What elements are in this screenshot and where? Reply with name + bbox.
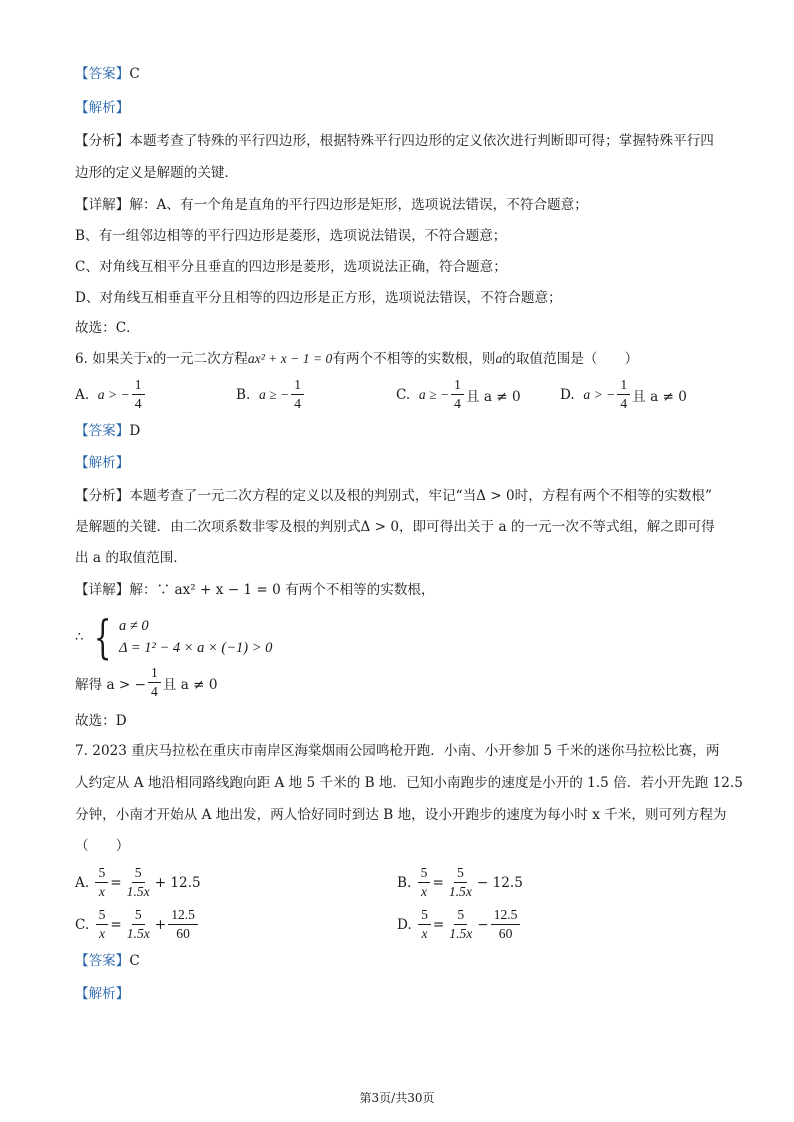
answer-value: C <box>129 66 140 82</box>
q5-analysis-heading <box>75 98 129 118</box>
q6-analysis-heading <box>75 453 129 473</box>
q5-fenxi-line-1: 【分析】本题考查了特殊的平行四边形，根据特殊平行四边形的定义依次进行判断即可得；掌握特殊平行四 <box>75 133 714 149</box>
q7-stem-line-3: 分钟，小南才开始从 A 地出发，两人恰好同时到达 B 地，设小开跑步的速度为每小时 x 千米，则可列方程为 <box>75 807 727 823</box>
q6-detail: 【详解】解：∵ ax² + x − 1 = 0 有两个不相等的实数根， <box>75 582 435 598</box>
q6-option-d[interactable]: D. a > − $\frac{1}{4}$ 且 a ≠ 0 <box>560 377 687 411</box>
answer-tag: 【答案】 <box>75 423 130 439</box>
analysis-tag: 【解析】 <box>75 100 130 116</box>
fraction: $\frac{1}{4}$ <box>291 376 304 413</box>
analysis-tag: 【解析】 <box>75 986 130 1002</box>
q7-answer <box>75 951 140 971</box>
page-footer: 第3页/共30页 <box>359 1091 435 1105</box>
q5-conclusion: 故选：C． <box>75 320 140 336</box>
q6-stem: 6. 如果关于x的一元二次方程ax² + x − 1 = 0有两个不相等的实数根，则a的取值范围是（ ） <box>75 351 639 367</box>
q5-fenxi-line-2: 边形的定义是解题的关键． <box>75 165 239 181</box>
analysis-tag: 【解析】 <box>75 455 130 471</box>
fraction: $\frac{1}{4}$ <box>132 376 145 413</box>
q5-detail-c: C、对角线互相平分且垂直的四边形是菱形，选项说法正确，符合题意； <box>75 259 507 275</box>
left-brace: { <box>93 610 112 664</box>
fraction: $\frac{1}{4}$ <box>617 376 630 413</box>
system-row-1: a ≠ 0 <box>118 618 149 634</box>
detail-tag: 【详解】 <box>75 197 130 213</box>
q7-stem-line-4: （ ） <box>75 838 130 854</box>
q6-answer <box>75 421 140 441</box>
answer-tag: 【答案】 <box>75 66 130 82</box>
fraction: $\frac{1}{4}$ <box>148 664 161 701</box>
answer-value: D <box>129 423 141 439</box>
q6-solution: 解得 a > − $\frac{1}{4}$ 且 a ≠ 0 <box>75 665 218 699</box>
system-row-2: Δ = 1² − 4 × a × (−1) > 0 <box>118 640 273 656</box>
q6-equation: ax² + x − 1 = 0 <box>247 351 333 366</box>
detail-tag: 【详解】 <box>75 582 130 598</box>
q6-option-b[interactable]: B. a ≥ − $\frac{1}{4}$ <box>236 376 306 413</box>
fenxi-tag: 【分析】 <box>75 133 130 149</box>
q6-option-c[interactable]: C. a ≥ − $\frac{1}{4}$ 且 a ≠ 0 <box>396 377 521 411</box>
q5-detail-d: D、对角线互相垂直平分且相等的四边形是正方形，选项说法错误，不符合题意； <box>75 290 562 306</box>
q7-option-c[interactable]: C. $\frac{5}{x}$ = $\frac{5}{1.5x}$ + $\frac{12.5}{60}$ <box>75 906 200 943</box>
q7-stem-line-2: 人约定从 A 地沿相同路线跑向距 A 地 5 千米的 B 地．已知小南跑步的速度是小开的 1.5 倍．若小开先跑 12.5 <box>75 775 743 791</box>
q6-conclusion: 故选：D <box>75 713 127 729</box>
q5-answer <box>75 64 140 84</box>
q7-stem-line-1: 7. 2023 重庆马拉松在重庆市南岸区海棠烟雨公园鸣枪开跑．小南、小开参加 5 千米的迷你马拉松比赛，两 <box>75 743 720 759</box>
q7-analysis-heading <box>75 984 129 1004</box>
q6-fenxi-line-1: 【分析】本题考查了一元二次方程的定义以及根的判别式，牢记“当Δ > 0时，方程有两个不相等的实数根” <box>75 488 712 504</box>
q7-option-a[interactable]: A. $\frac{5}{x}$ = $\frac{5}{1.5x}$ + 12.5 <box>75 865 201 899</box>
q6-inequality-system <box>75 610 273 664</box>
q7-option-d[interactable]: D. $\frac{5}{x}$ = $\frac{5}{1.5x}$ − $\frac{12.5}{60}$ <box>397 906 522 943</box>
q7-option-b[interactable]: B. $\frac{5}{x}$ = $\frac{5}{1.5x}$ − 12.5 <box>397 865 523 899</box>
q6-option-a[interactable]: A. a > − $\frac{1}{4}$ <box>75 376 147 413</box>
answer-tag: 【答案】 <box>75 953 130 969</box>
q6-fenxi-line-3: 出 a 的取值范围． <box>75 550 187 566</box>
fraction: $\frac{1}{4}$ <box>451 376 464 413</box>
therefore-symbol: ∴ <box>75 629 84 645</box>
answer-value: C <box>129 953 140 969</box>
fenxi-tag: 【分析】 <box>75 488 130 504</box>
q6-fenxi-line-2: 是解题的关键．由二次项系数非零及根的判别式Δ > 0，即可得出关于 a 的一元一次不等式组，解之即可得 <box>75 519 715 535</box>
q5-detail-a: 【详解】解：A、有一个角是直角的平行四边形是矩形，选项说法错误，不符合题意； <box>75 197 588 213</box>
q5-detail-b: B、有一组邻边相等的平行四边形是菱形，选项说法错误，不符合题意； <box>75 228 507 244</box>
